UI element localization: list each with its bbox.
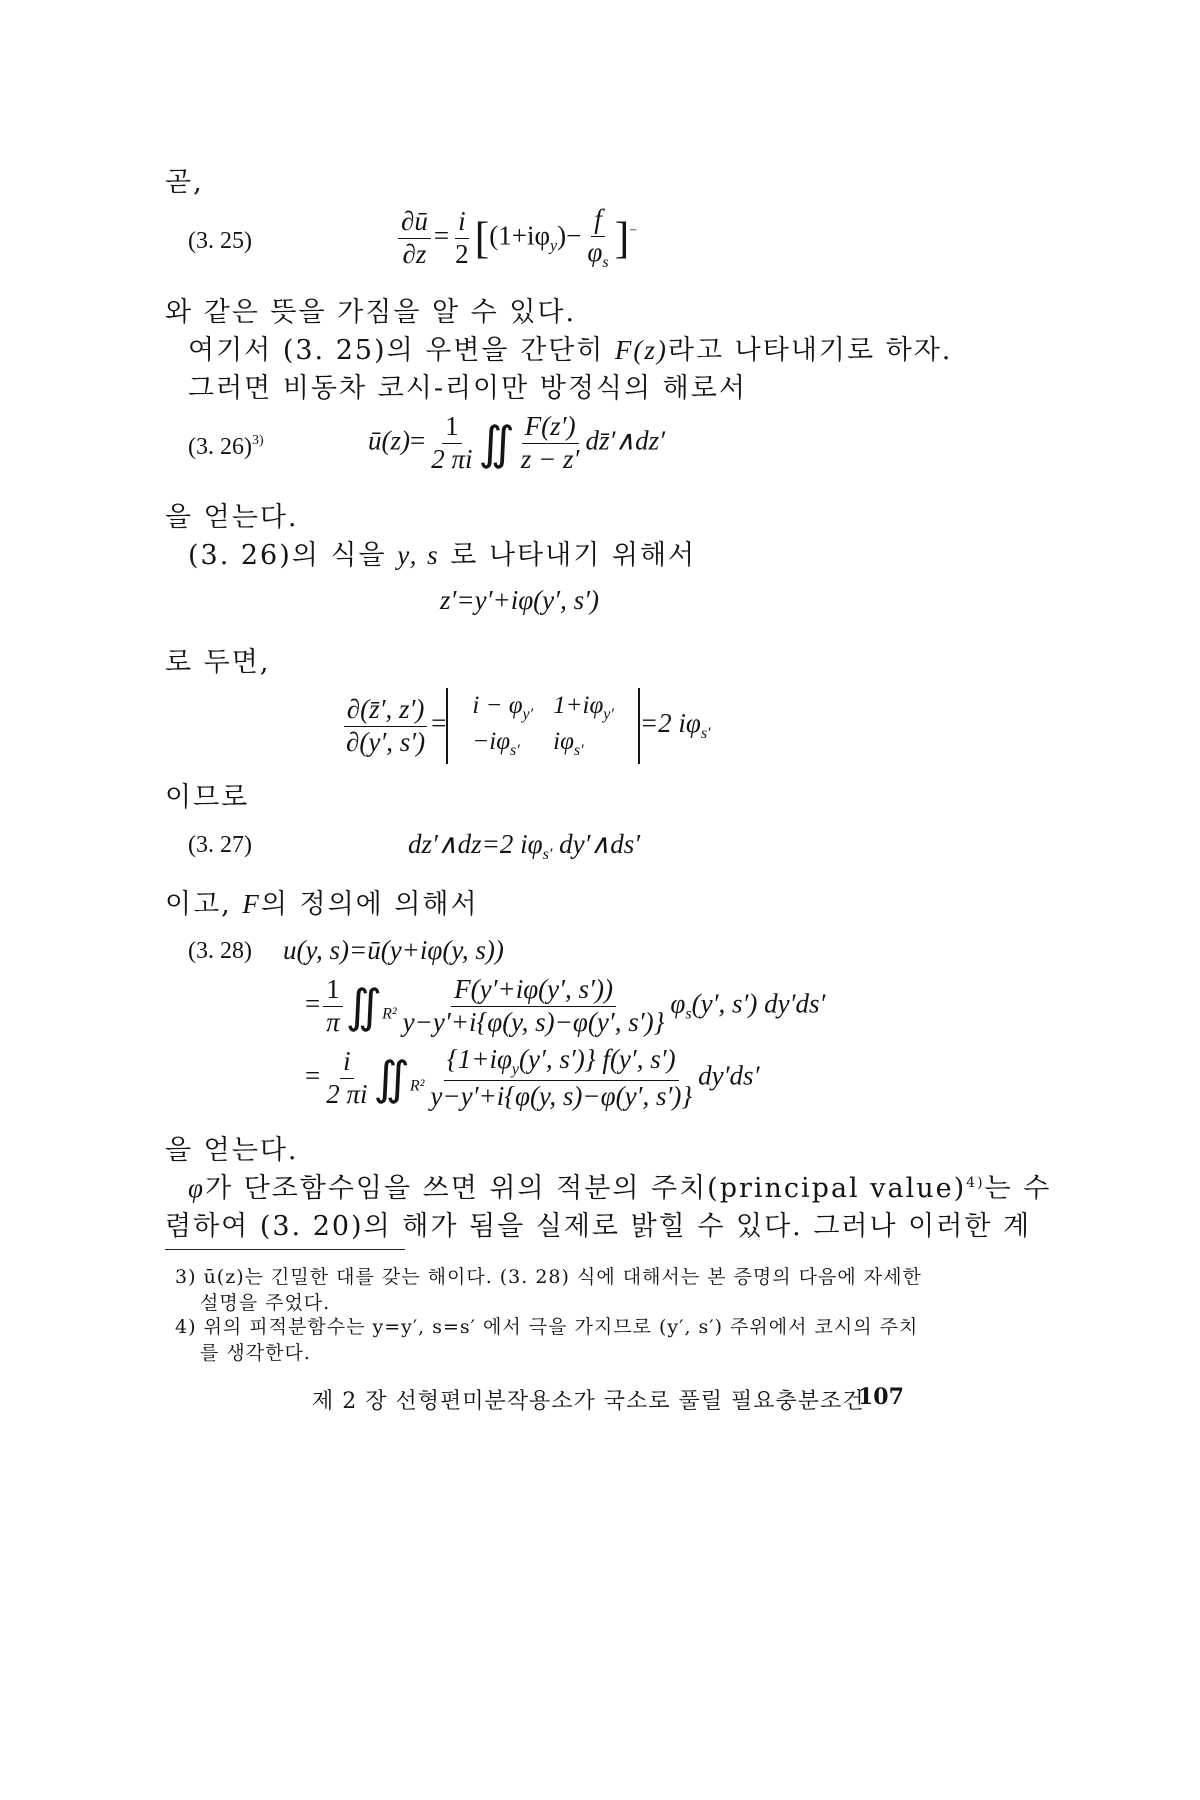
text-line: 이고, F의 정의에 의해서: [165, 889, 479, 920]
equation-3-28-lhs: u(y, s)=ū(y+iφ(y, s)): [283, 935, 504, 965]
text-line: 와 같은 뜻을 가짐을 알 수 있다.: [165, 297, 577, 328]
text-line: (3. 26)의 식을 y, s 로 나타내기 위해서: [188, 540, 697, 571]
equation-number: (3. 26)$^{3)}$: [188, 433, 264, 460]
footnote-continuation: 설명을 주었다.: [200, 1292, 331, 1314]
fraction: $\frac{F(y'+i\varphi(y', s'))}{y-y'+i\{\varphi(y, s)-\varphi(y', s')\}}$: [402, 974, 665, 1037]
equation-3-27: dz′∧dz=2 $i\varphi_{s'}$ dy′∧ds′: [408, 829, 641, 863]
jacobian-equation: $\frac{\partial(z̄', z')}{\partial(y', s')}$ = $i - \varphi_{y'}$ $1+i\varphi_{y'}$ $-i\varphi_{s'}$ $i\varphi_{s'}$ =2 $i\varphi_{s'}$: [340, 688, 711, 764]
fraction: $\frac{1}{2 \pi i}$: [431, 411, 473, 474]
footnote-divider: [165, 1249, 405, 1250]
running-footer: 제 2 장 선형편미분작용소가 국소로 풀릴 필요충분조건: [312, 1389, 865, 1414]
equation-z-prime: z′=y′+iφ(y′, s′): [440, 585, 599, 615]
fraction: $\frac{\partial(z̄', z')}{\partial(y', s')}$: [343, 695, 428, 757]
equation-3-25: $\frac{\partial ū}{\partial z}$ = $\frac{i}{2}$ [$(1+i\varphi_y)-$ $\frac{f}{\varphi_s}$ ]−: [395, 205, 637, 271]
text-line: 을 얻는다.: [165, 502, 299, 533]
text-line: 렴하여 (3. 20)의 해가 됨을 실제로 밝힐 수 있다. 그러나 이러한 계: [165, 1211, 1032, 1242]
fraction: $\frac{i}{2}$: [455, 205, 469, 269]
text-line: 여기서 (3. 25)의 우변을 간단히 F(z)라고 나타내기로 하자.: [188, 335, 953, 366]
page-number: 107: [858, 1384, 904, 1410]
footnote: 3) ū(z)는 긴밀한 대를 갖는 해이다. (3. 28) 식에 대해서는 본 증명의 다음에 자세한: [175, 1266, 922, 1288]
text-line: 을 얻는다.: [165, 1135, 299, 1166]
footnote: 4) 위의 피적분함수는 y=y′, s=s′ 에서 극을 가지므로 (y′, s′) 주위에서 코시의 주치: [175, 1316, 919, 1338]
equation-number: (3. 25): [188, 228, 252, 254]
equation-3-28-line2: = $\frac{1}{\pi}$ ∬ $_{R^2}$ $\frac{F(y'+i\varphi(y', s'))}{y-y'+i\{\varphi(y, s)-\varphi(y', s')\}}$ $\varphi_s(y'$, s′) dy′ds′: [305, 974, 826, 1037]
fraction: $\frac{f}{\varphi_s}$: [587, 204, 609, 271]
text-line: 로 두면,: [165, 647, 271, 678]
equation-number: (3. 27): [188, 832, 252, 858]
footnote-continuation: 를 생각한다.: [200, 1342, 311, 1364]
equation-3-28-line3: = $\frac{i}{2 \pi i}$ ∬ $_{R^2}$ $\frac{\{1+i\varphi_y(y', s')\} f(y', s')}{y-y'+i\{\varphi(y, s)-\varphi(y', s')\}}$ dy′ds′: [305, 1044, 760, 1111]
determinant: $i - \varphi_{y'}$ $1+i\varphi_{y'}$ $-i\varphi_{s'}$ $i\varphi_{s'}$: [446, 688, 640, 764]
text-line: 그러면 비동차 코시-리이만 방정식의 해로서: [188, 373, 747, 404]
fraction: $\frac{\partial ū}{\partial z}$: [398, 207, 431, 269]
fraction: $\frac{i}{2 \pi i}$: [326, 1045, 368, 1109]
fraction: $\frac{F(z')}{z - z'}$: [520, 411, 580, 474]
fraction: $\frac{1}{\pi}$: [323, 975, 343, 1037]
equation-number: (3. 28): [188, 938, 252, 964]
equation-3-26: ū(z)= $\frac{1}{2 \pi i}$ ∬ $\frac{F(z')}{z - z'}$ dz̄′∧dz′: [368, 411, 666, 474]
text-line: φ가 단조함수임을 쓰면 위의 적분의 주치(principal value)$^{4)}$는 수: [188, 1173, 1052, 1204]
fraction: $\frac{\{1+i\varphi_y(y', s')\} f(y', s')}{y-y'+i\{\varphi(y, s)-\varphi(y', s')\}}$: [430, 1044, 693, 1111]
text-line: 이므로: [165, 782, 250, 813]
text-line: 곧,: [165, 167, 204, 198]
